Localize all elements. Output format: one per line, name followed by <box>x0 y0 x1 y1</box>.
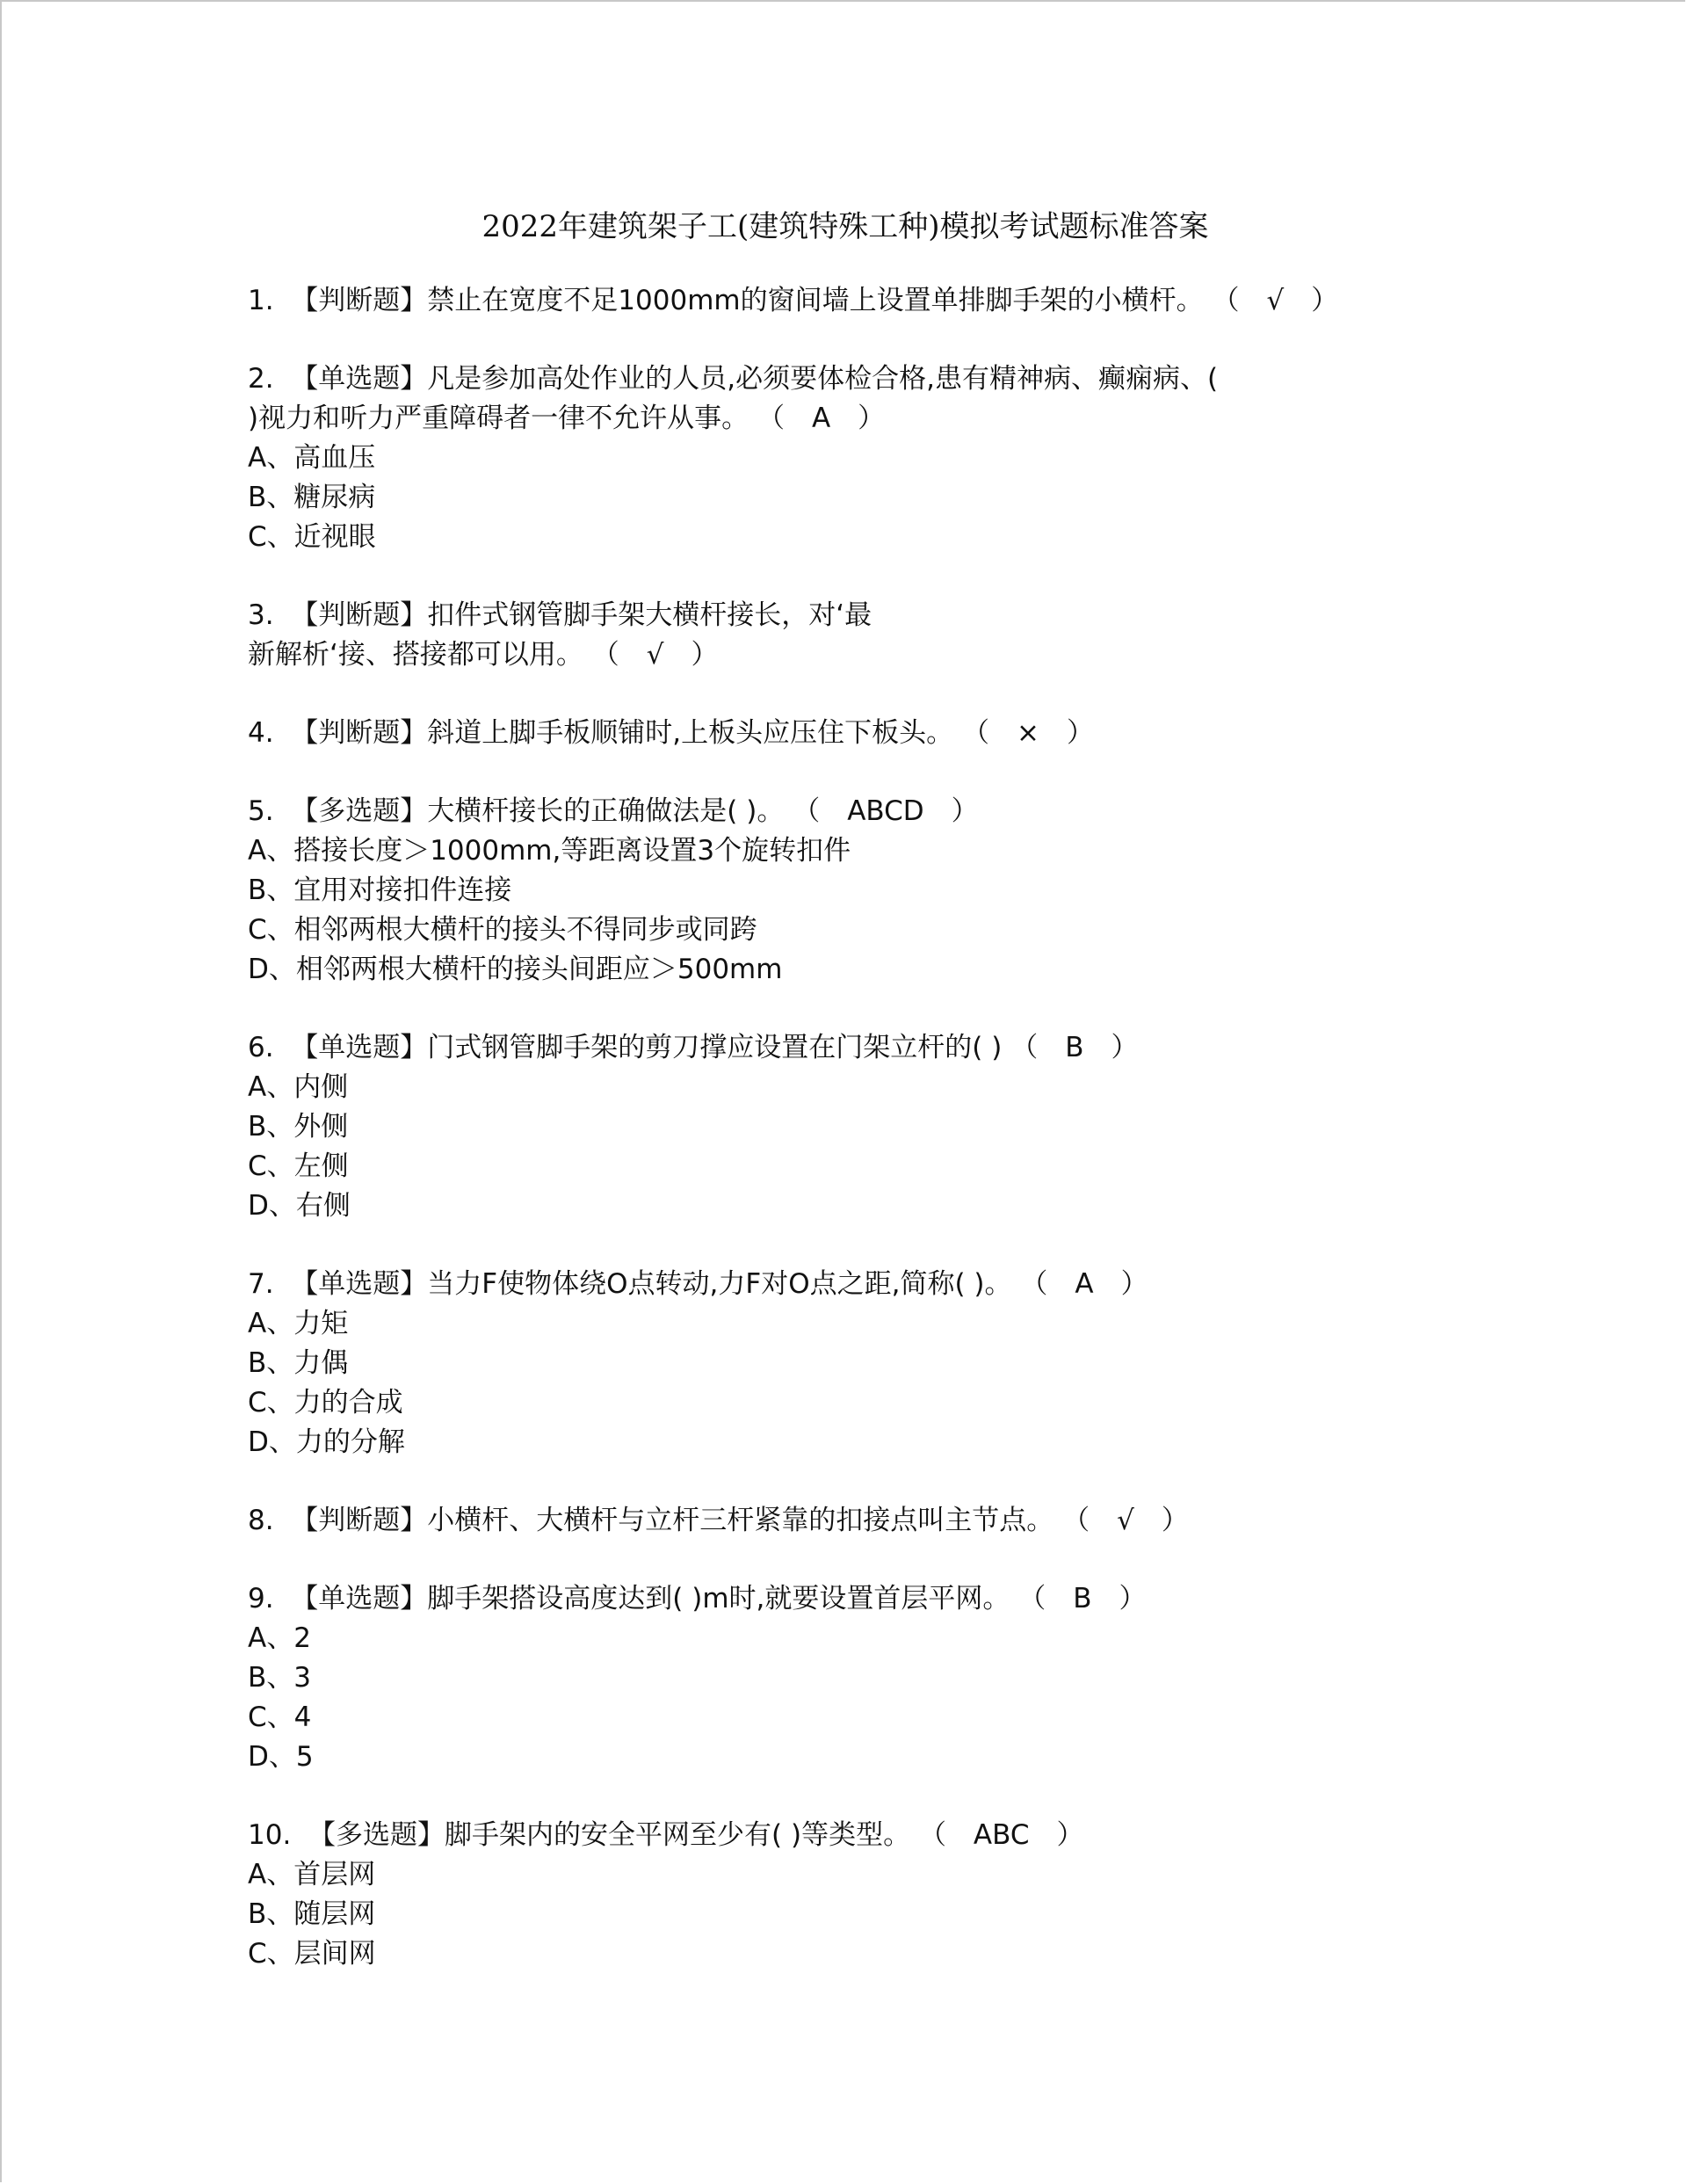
question-text: 脚手架内的安全平网至少有( )等类型。 <box>445 1819 911 1851</box>
answer-marker: （ A ） <box>1020 1268 1148 1300</box>
question-text: 大横杆接长的正确做法是( )。 <box>427 795 785 827</box>
question-9 <box>248 1579 1495 1777</box>
question-stem <box>248 281 1495 321</box>
question-type: 【单选题】 <box>291 1583 428 1614</box>
question-type: 【判断题】 <box>291 599 428 631</box>
answer-marker: （ √ ） <box>591 639 719 671</box>
question-number: 2. <box>248 363 274 395</box>
question-number: 7. <box>248 1268 274 1300</box>
question-number: 5. <box>248 795 274 827</box>
answer-option: B、宜用对接扣件连接 <box>248 874 512 906</box>
question-number: 6. <box>248 1032 274 1063</box>
answer-option: C、4 <box>248 1701 312 1733</box>
question-text: 新解析‘接、搭接都可以用。 <box>248 639 583 671</box>
question-number: 1. <box>248 285 274 316</box>
question-text: 凡是参加高处作业的人员,必须要体检合格,患有精神病、癫痫病、( <box>427 363 1219 395</box>
question-10 <box>248 1816 1495 1974</box>
answer-option: C、力的合成 <box>248 1387 403 1419</box>
question-type: 【单选题】 <box>291 363 428 395</box>
question-stem-continued <box>248 635 1495 675</box>
answer-option: D、右侧 <box>248 1190 351 1222</box>
answer-option: D、力的分解 <box>248 1426 405 1458</box>
question-1 <box>248 281 1495 321</box>
answer-option: C、左侧 <box>248 1150 349 1182</box>
answer-option: A、力矩 <box>248 1308 349 1339</box>
answer-option: C、近视眼 <box>248 521 376 553</box>
answer-marker: （ B ） <box>1010 1032 1139 1063</box>
question-8 <box>248 1501 1495 1541</box>
question-text: 小横杆、大横杆与立杆三杆紧靠的扣接点叫主节点。 <box>427 1505 1054 1536</box>
question-type: 【判断题】 <box>291 1505 428 1536</box>
question-type: 【判断题】 <box>291 285 428 316</box>
question-stem <box>248 714 1495 753</box>
question-type: 【多选题】 <box>308 1819 445 1851</box>
question-text: 脚手架搭设高度达到( )m时,就要设置首层平网。 <box>427 1583 1010 1614</box>
question-stem <box>248 1028 1495 1068</box>
question-2 <box>248 359 1495 557</box>
answer-option: A、内侧 <box>248 1071 349 1103</box>
question-text: 门式钢管脚手架的剪刀撑应设置在门架立杆的( ) <box>427 1032 1003 1063</box>
question-3 <box>248 596 1495 675</box>
answer-option: A、高血压 <box>248 442 376 474</box>
question-number: 10. <box>248 1819 292 1851</box>
question-text: 当力F使物体绕O点转动,力F对O点之距,简称( )。 <box>427 1268 1012 1300</box>
question-text: 禁止在宽度不足1000mm的窗间墙上设置单排脚手架的小横杆。 <box>427 285 1204 316</box>
answer-marker: （ A ） <box>757 403 886 434</box>
question-type: 【单选题】 <box>291 1032 428 1063</box>
question-stem <box>248 1579 1495 1619</box>
answer-marker: （ ABC ） <box>918 1819 1084 1851</box>
answer-option: A、首层网 <box>248 1859 376 1890</box>
answer-option: A、2 <box>248 1622 311 1654</box>
answer-option: B、外侧 <box>248 1111 349 1143</box>
question-type: 【判断题】 <box>291 717 428 749</box>
question-stem <box>248 1501 1495 1541</box>
question-number: 3. <box>248 599 274 631</box>
question-stem-continued <box>248 399 1495 439</box>
question-number: 9. <box>248 1583 274 1614</box>
question-number: 4. <box>248 717 274 749</box>
question-text: )视力和听力严重障碍者一律不允许从事。 <box>248 403 749 434</box>
question-4 <box>248 714 1495 753</box>
question-stem <box>248 1265 1495 1304</box>
answer-marker: （ × ） <box>962 717 1094 749</box>
question-text: 斜道上脚手板顺铺时,上板头应压住下板头。 <box>427 717 954 749</box>
question-list <box>248 281 1495 2013</box>
question-type: 【单选题】 <box>291 1268 428 1300</box>
question-stem <box>248 359 1495 399</box>
question-type: 【多选题】 <box>291 795 428 827</box>
question-number: 8. <box>248 1505 274 1536</box>
question-stem <box>248 1816 1495 1855</box>
answer-option: B、糖尿病 <box>248 482 376 513</box>
answer-option: D、相邻两根大横杆的接头间距应＞500mm <box>248 954 783 985</box>
question-7 <box>248 1265 1495 1462</box>
answer-marker: （ √ ） <box>1062 1505 1189 1536</box>
answer-marker: （ ABCD ） <box>793 795 979 827</box>
question-stem <box>248 792 1495 831</box>
answer-option: C、相邻两根大横杆的接头不得同步或同跨 <box>248 914 757 946</box>
answer-option: B、力偶 <box>248 1347 349 1379</box>
answer-marker: （ √ ） <box>1212 285 1339 316</box>
answer-option: C、层间网 <box>248 1938 376 1970</box>
answer-option: B、3 <box>248 1662 311 1694</box>
question-5 <box>248 792 1495 990</box>
answer-option: D、5 <box>248 1741 314 1773</box>
answer-option: B、随层网 <box>248 1898 376 1930</box>
question-6 <box>248 1028 1495 1226</box>
page-title: 2022年建筑架子工(建筑特殊工种)模拟考试题标准答案 <box>481 209 1209 244</box>
answer-option: A、搭接长度＞1000mm,等距离设置3个旋转扣件 <box>248 835 851 867</box>
question-stem <box>248 596 1495 635</box>
question-text: 扣件式钢管脚手架大横杆接长，对‘最 <box>427 599 872 631</box>
answer-marker: （ B ） <box>1018 1583 1147 1614</box>
